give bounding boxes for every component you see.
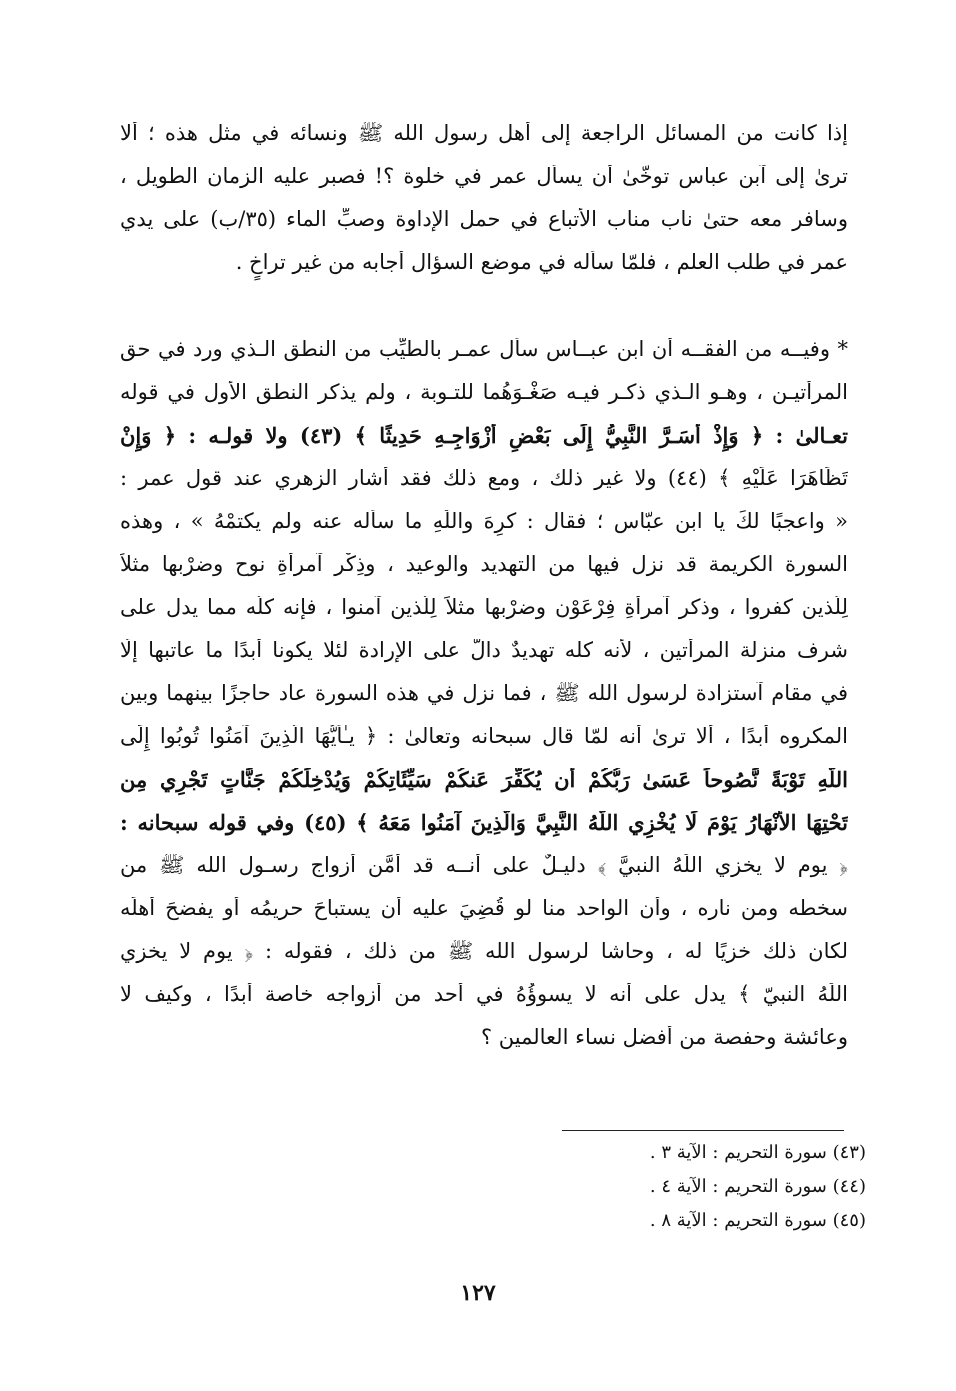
footnote: (٤٤) سورة التحريم : الآية ٤ . (649, 1176, 866, 1197)
paragraph-line: * وفيــه من الفقــه أن ابن عبــاس سأل عمـر بالطيِّب من النطق الـذي ورد في حق (120, 338, 848, 361)
footnote: (٤٥) سورة التحريم : الآية ٨ . (649, 1210, 866, 1231)
paragraph-line: إذا كانت من المسائل الراجعة إلى أهل رسول الله ﷺ ونسائه في مثل هذه ؛ ألا (120, 122, 848, 145)
paragraph-line: المرأتيـن ، وهـو الـذي ذكـر فيـه صَغْـوَهُما للتـوبة ، ولم يذكر النطق الأول في قوله (120, 381, 848, 404)
paragraph-line: لكان ذلك خزيًا له ، وحاشا لرسول الله ﷺ من ذلك ، فقوله : ﴿ يوم لا يخزي (120, 940, 848, 963)
paragraph-line: وعائشة وحفصة من أفضل نساء العالمين ؟ (480, 1026, 848, 1049)
paragraph-line: لِلَّذين كفروا ، وذكر آمرأةِ فِرْعَوْن وضرْبها مثلاً لِلَّذين آمنوا ، فإنه كلَّه مما يدل على (120, 596, 848, 619)
paragraph-line: اللّٰهُ النبيّ ﴾ يدل على أنه لا يسوؤُهُ في أحد من أزواجه خاصة أبدًا ، وكيف لا (120, 983, 848, 1006)
paragraph-line: ﴿ يوم لا يخزي اللّٰهُ النبيَّ ﴾ دليـلٌ على أنــه قد أمَّن أزواج رسـول الله ﷺ من (120, 854, 848, 877)
paragraph-2 (120, 338, 848, 1069)
paragraph-line: السورة الكريمة قد نزل فيها من التهديد والوعيد ، وذِكْر آمرأةِ نوح وضرْبها مثلاً (120, 553, 848, 576)
paragraph-line: ترىٰ إلى آبن عباس توخّىٰ أن يسأل عمر في خلوة ؟! فصبر عليه الزمان الطويل ، (120, 165, 848, 188)
paragraph-1 (120, 122, 848, 294)
paragraph-line: تَظَاهَرَا عَلَيْهِ ﴾ (٤٤) ولا غير ذلك ، ومع ذلك فقد أشار الزهري عند قول عمر : (120, 467, 848, 490)
paragraph-line: شرف منزلة المرأتين ، لأنه كله تهديدٌ دالٌّ على الإرادة لئلا يكونا أبدًا ما عاتبها إلّا (120, 639, 848, 662)
paragraph-line: تعـالىٰ : ﴿ وَإِذْ أَسَـرَّ النَّبِيُّ إِلَى بَعْضِ أَزْوَاجِـهِ حَدِيثًا ﴾ (٤٣) ولا قولـه : ﴿ وَإِنْ (120, 424, 848, 448)
paragraph-line: سخطه ومن ناره ، وأن الواحد منا لو قُضِيَ عليه أن يستباحَ حريمُه أو يفضحَ أهلَه (120, 897, 848, 920)
paragraph-line: المكروه أبدًا ، ألا ترىٰ أنه لمّا قال سبحانه وتعالىٰ : ﴿ يـٰأَيُّهَا الَّذِينَ آمَنُوا تُوبُوا إِلَى (120, 725, 848, 748)
paragraph-line: في مقام آستزادة لرسول الله ﷺ ، فما نزل في هذه السورة عاد حاجزًا بينهما وبين (120, 682, 848, 705)
footnote: (٤٣) سورة التحريم : الآية ٣ . (649, 1142, 866, 1163)
paragraph-line: اللَّهِ تَوْبَةً نَّصُوحاً عَسَىٰ رَبُّكُمْ أَن يُكَفِّرَ عَنكُمْ سَيِّئَاتِكُمْ وَيُدْخِلَكُمْ جَنَّاتٍ تَجْرِي مِن (120, 768, 848, 792)
paragraph-line: عمر في طلب العلم ، فلمّا سأله في موضع السؤال أجابه من غير تراخٍ . (235, 251, 848, 274)
page-number: ١٢٧ (460, 1280, 496, 1306)
paragraph-line: وسافر معه حتىٰ ناب مناب الأتباع في حمل الإداوة وصبِّ الماء (٣٥/ب) على يدي (120, 208, 848, 231)
paragraph-line: تَحْتِهَا الأَنْهَارُ يَوْمَ لَا يُخْزِي اللَّهُ النَّبِيَّ وَالَّذِينَ آمَنُوا مَعَهُ ﴾ (٤٥) وفي قوله سبحانه : (120, 811, 848, 835)
footnotes (526, 1143, 866, 1245)
paragraph-line: « واعجبًا لكَ يا ابن عبّاس ؛ فقال : كرِهَ واللّٰهِ ما سأله عنه ولم يكتمْهُ » ، وهذه (120, 510, 848, 533)
footnote-divider (562, 1130, 844, 1131)
